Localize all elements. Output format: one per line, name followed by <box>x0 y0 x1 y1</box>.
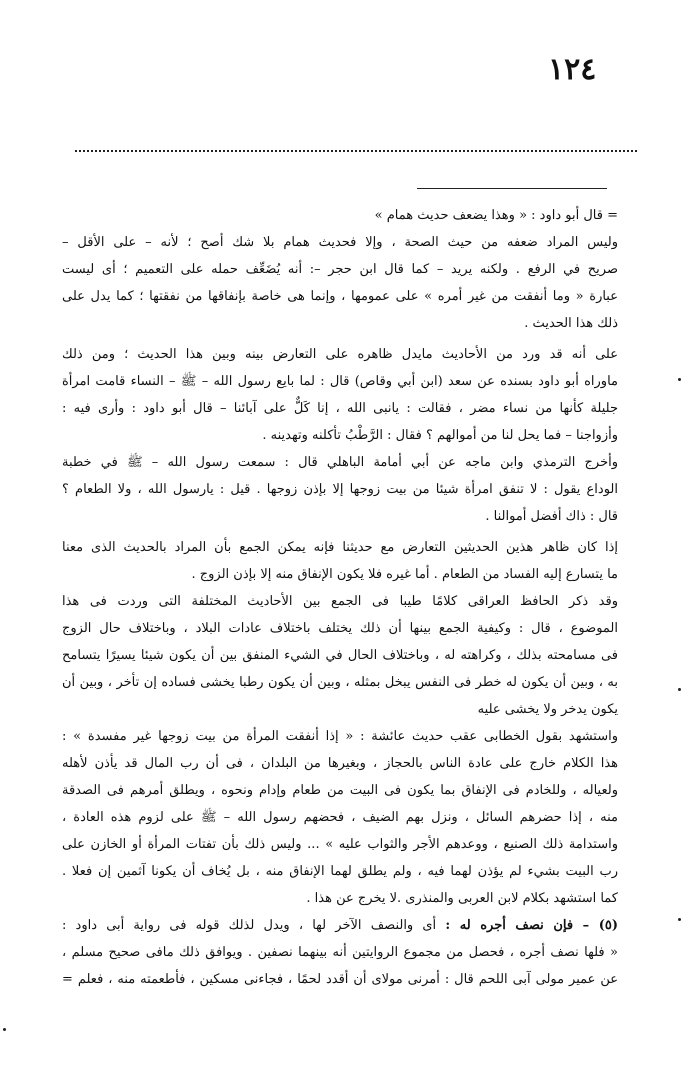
page-mark <box>678 378 681 381</box>
text-line <box>62 534 618 561</box>
text-line <box>62 422 618 449</box>
line-text: وأزواجنا – فما يحل لنا من أموالهم ؟ فقال : الرَّطْبُ تأكلنه وتهدينه . <box>262 428 618 443</box>
text-line <box>62 885 618 912</box>
text-line <box>62 615 618 642</box>
line-text: الموضوع ، قال : وكيفية الجمع بينها أن ذلك يختلف باختلاف عادات البلاد ، وباختلاف حال الزوج <box>62 621 618 636</box>
text-line <box>62 310 618 337</box>
text-line <box>62 449 618 476</box>
line-text: صريح في الرفع . ولكنه يريد – كما قال ابن حجر –: أنه يُضَعِّف حمله على التعميم ؛ أى ليست <box>62 262 618 277</box>
text-line <box>62 588 618 615</box>
text-line <box>62 476 618 503</box>
line-text: ولعياله ، وللخادم فى الإنفاق بما يكون فى البيت من طعام وإدام ونحوه ، ويطلق أمرهم فى الصدقة <box>62 783 618 798</box>
text-line <box>62 669 618 696</box>
page-mark <box>678 918 681 921</box>
text-line <box>62 966 618 993</box>
line-text: أى والنصف الآخر لها ، ويدل لذلك قوله فى رواية أبى داود : <box>62 918 446 933</box>
line-text: منه ، إذا حضرهم السائل ، ونزل بهم الضيف ، فحضهم رسول الله – ﷺ على لزوم هذه العادة ، <box>62 810 618 825</box>
line-text: الوداع يقول : لا تنفق امرأة شيئا من بيت زوجها إلا بإذن زوجها . قيل : يارسول الله ، ولا الطعام ؟ <box>62 482 618 497</box>
page-mark <box>3 1028 6 1031</box>
line-text: واستشهد بقول الخطابى عقب حديث عائشة : « إذا أنفقت المرأة من بيت زوجها غير مفسدة » : <box>62 729 618 744</box>
line-text: ما يتسارع إليه الفساد من الطعام . أما غيره فلا يكون الإنفاق منه إلا بإذن الزوج . <box>191 567 618 582</box>
text-line <box>62 368 618 395</box>
line-text: وقد ذكر الحافظ العراقى كلامًا طيبا فى الجمع بين الأحاديث المختلفة التى وردت فى هذا <box>62 594 618 609</box>
text-line <box>62 831 618 858</box>
text-line <box>62 696 618 723</box>
text-line <box>62 939 618 966</box>
line-text: ماوراه أبو داود بسنده عن سعد (ابن أبي وقاص) قال : لما بايع رسول الله – ﷺ – النساء قامت امرأة <box>62 374 618 389</box>
text-line <box>62 202 618 229</box>
line-text: وأخرج الترمذي وابن ماجه عن أبي أمامة الباهلي قال : سمعت رسول الله – ﷺ في خطبة <box>62 455 618 470</box>
line-text: هذا الكلام خارج على عادة الناس بالحجاز ، وبغيرها من البلدان ، فى أن رب المال قد يأذن لأهله <box>62 756 618 771</box>
text-line <box>62 912 618 939</box>
text-line <box>62 750 618 777</box>
line-text: كما استشهد بكلام لابن العربى والمنذرى .لا يخرج عن هذا . <box>306 891 618 906</box>
footnote-rule <box>417 188 607 189</box>
note-lead: (٥) – فإن نصف أجره له : <box>445 918 618 933</box>
line-text: « فلها نصف أجره ، فحصل من مجموع الروايتين أنه بينهما نصفين . ويوافق ذلك مافى صحيح مسلم ، <box>62 945 618 960</box>
text-line <box>62 395 618 422</box>
line-text: به ، وبين أن يكون له خطر فى النفس يبخل بمثله ، وبين أن يكون رطبا يخشى فساده إن تأخر ، وبين أن <box>62 675 618 690</box>
line-text: يكون يدخر ولا يخشى عليه <box>477 702 618 717</box>
line-text: رب البيت بشيء لم يؤذن لهما فيه ، ولم يطلق لهما الإنفاق منه ، بل يُخاف أن يكونا آثمين إن فعلا . <box>62 864 618 879</box>
line-text: واستدامة ذلك الصنيع ، ووعدهم الأجر والثواب عليه » ... وليس ذلك بأن تفتات المرأة أو الخازن على <box>62 837 618 852</box>
page-number: ١٢٤ <box>548 52 597 87</box>
line-text: جليلة كأنها من نساء مضر ، فقالت : يانبى الله ، إنا كَلٌّ على آبائنا – قال أبو داود : وأرى فيه : <box>62 401 618 416</box>
text-line <box>62 642 618 669</box>
text-line <box>62 804 618 831</box>
text-line <box>62 229 618 256</box>
line-text: قال : ذاك أفضل أموالنا . <box>485 509 618 524</box>
body-text <box>62 202 618 993</box>
text-line <box>62 283 618 310</box>
text-line <box>62 723 618 750</box>
text-line <box>62 256 618 283</box>
line-text: فى مسامحته بذلك ، وكراهته له ، وباختلاف الحال في الشيء المنفق بين أن يكون شيئا يسيرًا يتسامح <box>62 648 618 663</box>
text-line <box>62 777 618 804</box>
line-text: = قال أبو داود : « وهذا يضعف حديث همام » <box>374 208 618 223</box>
text-line <box>62 858 618 885</box>
line-text: عبارة « وما أنفقت من غير أمره » على عمومها ، وإنما هى خاصة بإنفاقها من نفقتها ؛ كما يدل على <box>62 289 618 304</box>
line-text: على أنه قد ورد من الأحاديث مايدل ظاهره على التعارض بينه وبين هذا الحديث ؛ ومن ذلك <box>62 347 618 362</box>
line-text: عن عمير مولى آبى اللحم قال : أمرنى مولاى أن أقدد لحمًا ، فجاءنى مسكين ، فأطعمته منه ، فعلم = <box>62 972 618 987</box>
line-text: إذا كان ظاهر هذين الحديثين التعارض مع حديثنا فإنه يمكن الجمع بأن المراد بالحديث الذى معنا <box>62 540 618 555</box>
line-text: ذلك هذا الحديث . <box>524 316 618 331</box>
text-line <box>62 561 618 588</box>
dotted-rule <box>75 150 637 152</box>
line-text: وليس المراد ضعفه من حيث الصحة ، وإلا فحديث همام بلا شك أصح ؛ لأنه – على الأقل – <box>62 235 618 250</box>
text-line <box>62 341 618 368</box>
text-line <box>62 503 618 530</box>
page-mark <box>678 688 681 691</box>
